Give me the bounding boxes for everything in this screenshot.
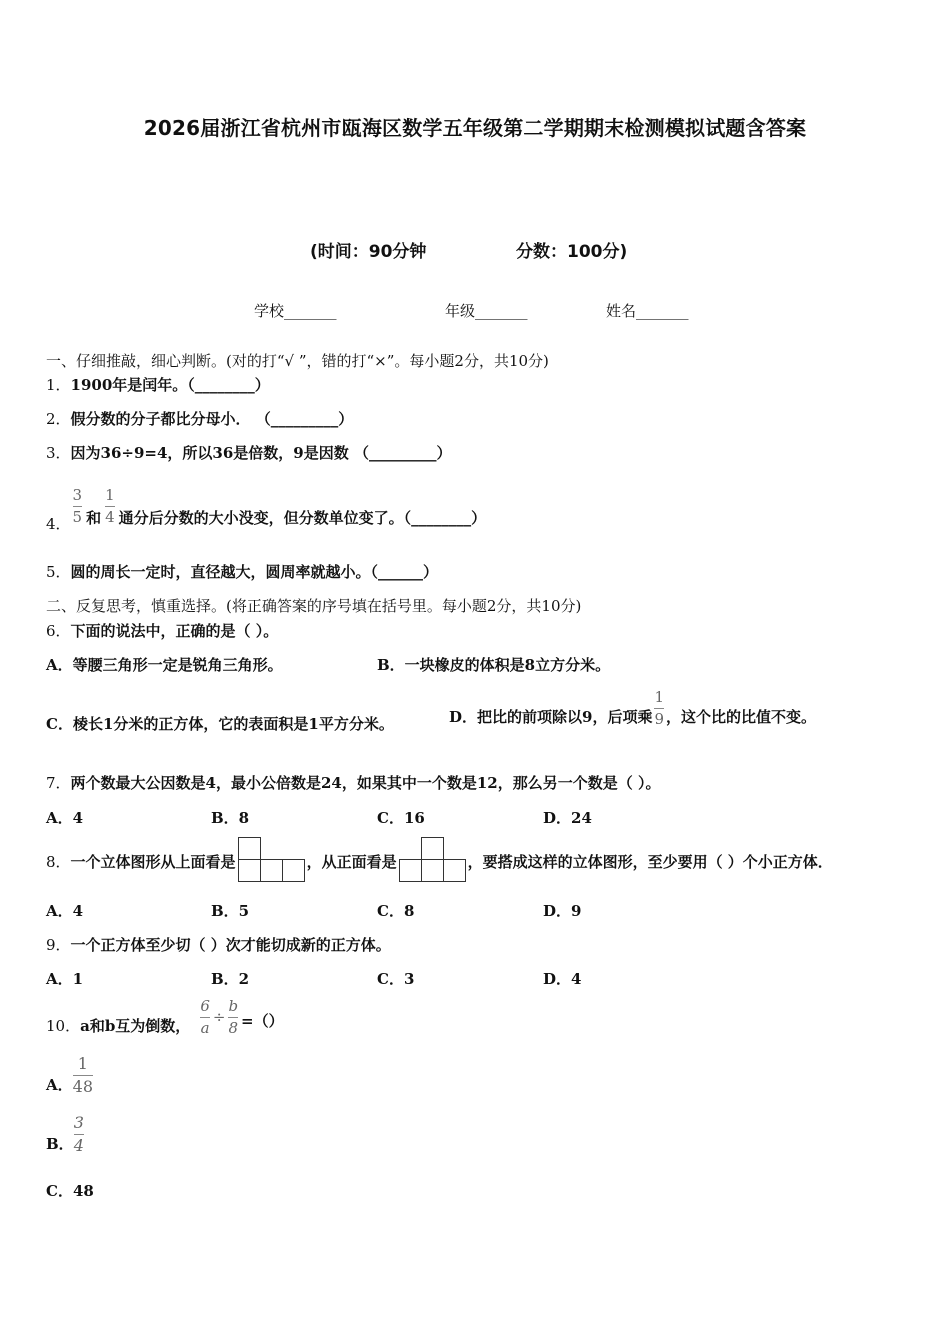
q1-number: 1． xyxy=(46,376,71,394)
q10-a-label: A． xyxy=(46,1075,73,1094)
q6-text: 下面的说法中，正确的是（ ）。 xyxy=(70,622,279,640)
question-5 xyxy=(46,562,438,582)
q8-option-d: D．9 xyxy=(543,902,582,920)
q4-fraction-3-5 xyxy=(72,485,83,526)
q10-e-n1: 6 xyxy=(200,996,210,1015)
q4-fraction-1-4 xyxy=(105,485,115,526)
grade-field: 年级_______ xyxy=(445,302,528,320)
q4-f2-denominator: 4 xyxy=(105,507,115,526)
q10-option-a xyxy=(46,1056,93,1095)
q8-option-c: C．8 xyxy=(377,902,415,920)
q2-text: 假分数的分子都比分母小． （_________） xyxy=(70,410,354,428)
q1-text: 1900年是闰年。（________） xyxy=(70,376,270,394)
question-4 xyxy=(46,478,486,534)
q9-option-a: A．1 xyxy=(46,970,84,988)
q4-f1-denominator: 5 xyxy=(72,507,83,526)
q10-option-b xyxy=(46,1115,84,1154)
q10-a-fraction xyxy=(73,1056,93,1095)
q6-d-post: ，这个比的比值不变。 xyxy=(666,708,817,726)
q7-number: 7． xyxy=(46,774,71,792)
section2-heading: 二、反复思考，慎重选择。(将正确答案的序号填在括号里。每小题2分，共10分) xyxy=(46,597,582,615)
q8-text-1: 一个立体图形从上面看是 xyxy=(70,853,236,871)
question-10 xyxy=(46,998,284,1036)
q9-option-d: D．4 xyxy=(543,970,582,988)
question-9 xyxy=(46,935,391,955)
q10-b-fraction xyxy=(74,1115,84,1154)
section1-heading: 一、仔细推敲，细心判断。(对的打“√ ”，错的打“×”。每小题2分，共10分) xyxy=(46,352,549,370)
q4-number: 4． xyxy=(46,515,71,533)
q10-number: 10． xyxy=(46,1017,81,1035)
q6-d-pre: D．把比的前项除以9，后项乘 xyxy=(449,708,653,726)
q5-number: 5． xyxy=(46,563,71,581)
q9-number: 9． xyxy=(46,936,71,954)
q10-a-denominator: 48 xyxy=(72,1077,93,1096)
q2-number: 2． xyxy=(46,410,71,428)
q10-text: a和b互为倒数， xyxy=(80,1017,191,1035)
q7-option-d: D．24 xyxy=(543,809,592,827)
q6-d-denominator: 9 xyxy=(654,710,664,728)
q10-b-label: B． xyxy=(46,1134,74,1153)
q7-option-a: A．4 xyxy=(46,809,84,827)
question-3 xyxy=(46,443,451,463)
q6-d-fraction xyxy=(654,690,664,727)
q8-text-3: ，要搭成这样的立体图形，至少要用（ ）个小正方体． xyxy=(467,853,833,871)
q4-f2-numerator: 1 xyxy=(105,485,115,504)
q8-number: 8． xyxy=(46,853,71,871)
q4-f1-numerator: 3 xyxy=(72,485,83,504)
q3-text: 因为36÷9=4，所以36是倍数，9是因数 （_________） xyxy=(70,444,452,462)
q6-option-b: B．一块橡皮的体积是8立方分米。 xyxy=(377,656,611,674)
name-field: 姓名_______ xyxy=(606,302,689,320)
q10-b-numerator: 3 xyxy=(73,1113,84,1132)
q6-option-d xyxy=(449,690,816,727)
page-title: 2026届浙江省杭州市瓯海区数学五年级第二学期期末检测模拟试题含答案 xyxy=(143,116,807,140)
question-2 xyxy=(46,409,353,429)
q8-option-a: A．4 xyxy=(46,902,84,920)
q9-option-b: B．2 xyxy=(211,970,250,988)
question-8 xyxy=(46,837,833,882)
exam-time: (时间：90分钟 xyxy=(310,242,427,262)
q3-number: 3． xyxy=(46,444,71,462)
q10-fraction-6-a xyxy=(200,996,210,1037)
school-field: 学校_______ xyxy=(254,302,337,320)
q6-option-c: C．棱长1分米的正方体，它的表面积是1平方分米。 xyxy=(46,715,394,733)
q6-number: 6． xyxy=(46,622,71,640)
q4-text: 通分后分数的大小没变，但分数单位变了。（________） xyxy=(118,509,487,527)
front-view-figure xyxy=(399,837,466,882)
question-6 xyxy=(46,621,278,641)
q9-option-c: C．3 xyxy=(377,970,415,988)
q10-a-numerator: 1 xyxy=(77,1054,88,1073)
exam-score: 分数：100分) xyxy=(516,242,628,262)
q10-tail: =（） xyxy=(241,1012,284,1030)
q10-e-d2: 8 xyxy=(228,1018,239,1037)
q10-e-d1: a xyxy=(200,1018,210,1037)
q10-option-c: C．48 xyxy=(46,1182,94,1200)
q7-option-c: C．16 xyxy=(377,809,425,827)
q10-fraction-b-8 xyxy=(228,996,239,1037)
q6-option-a: A．等腰三角形一定是锐角三角形。 xyxy=(46,656,283,674)
q8-text-2: ，从正面看是 xyxy=(306,853,397,871)
q7-text: 两个数最大公因数是4，最小公倍数是24，如果其中一个数是12，那么另一个数是（ ）。 xyxy=(70,774,661,792)
question-7 xyxy=(46,773,660,793)
q9-text: 一个正方体至少切（ ）次才能切成新的正方体。 xyxy=(70,936,391,954)
q10-b-denominator: 4 xyxy=(73,1136,84,1155)
q4-and: 和 xyxy=(86,509,102,527)
q8-option-b: B．5 xyxy=(211,902,250,920)
q10-e-n2: b xyxy=(228,996,239,1015)
q10-divide-sign: ÷ xyxy=(212,1008,226,1026)
top-view-figure xyxy=(238,837,305,882)
question-1 xyxy=(46,375,270,395)
q6-d-numerator: 1 xyxy=(654,688,664,706)
q7-option-b: B．8 xyxy=(211,809,250,827)
q5-text: 圆的周长一定时，直径越大，圆周率就越小。（______） xyxy=(70,563,439,581)
